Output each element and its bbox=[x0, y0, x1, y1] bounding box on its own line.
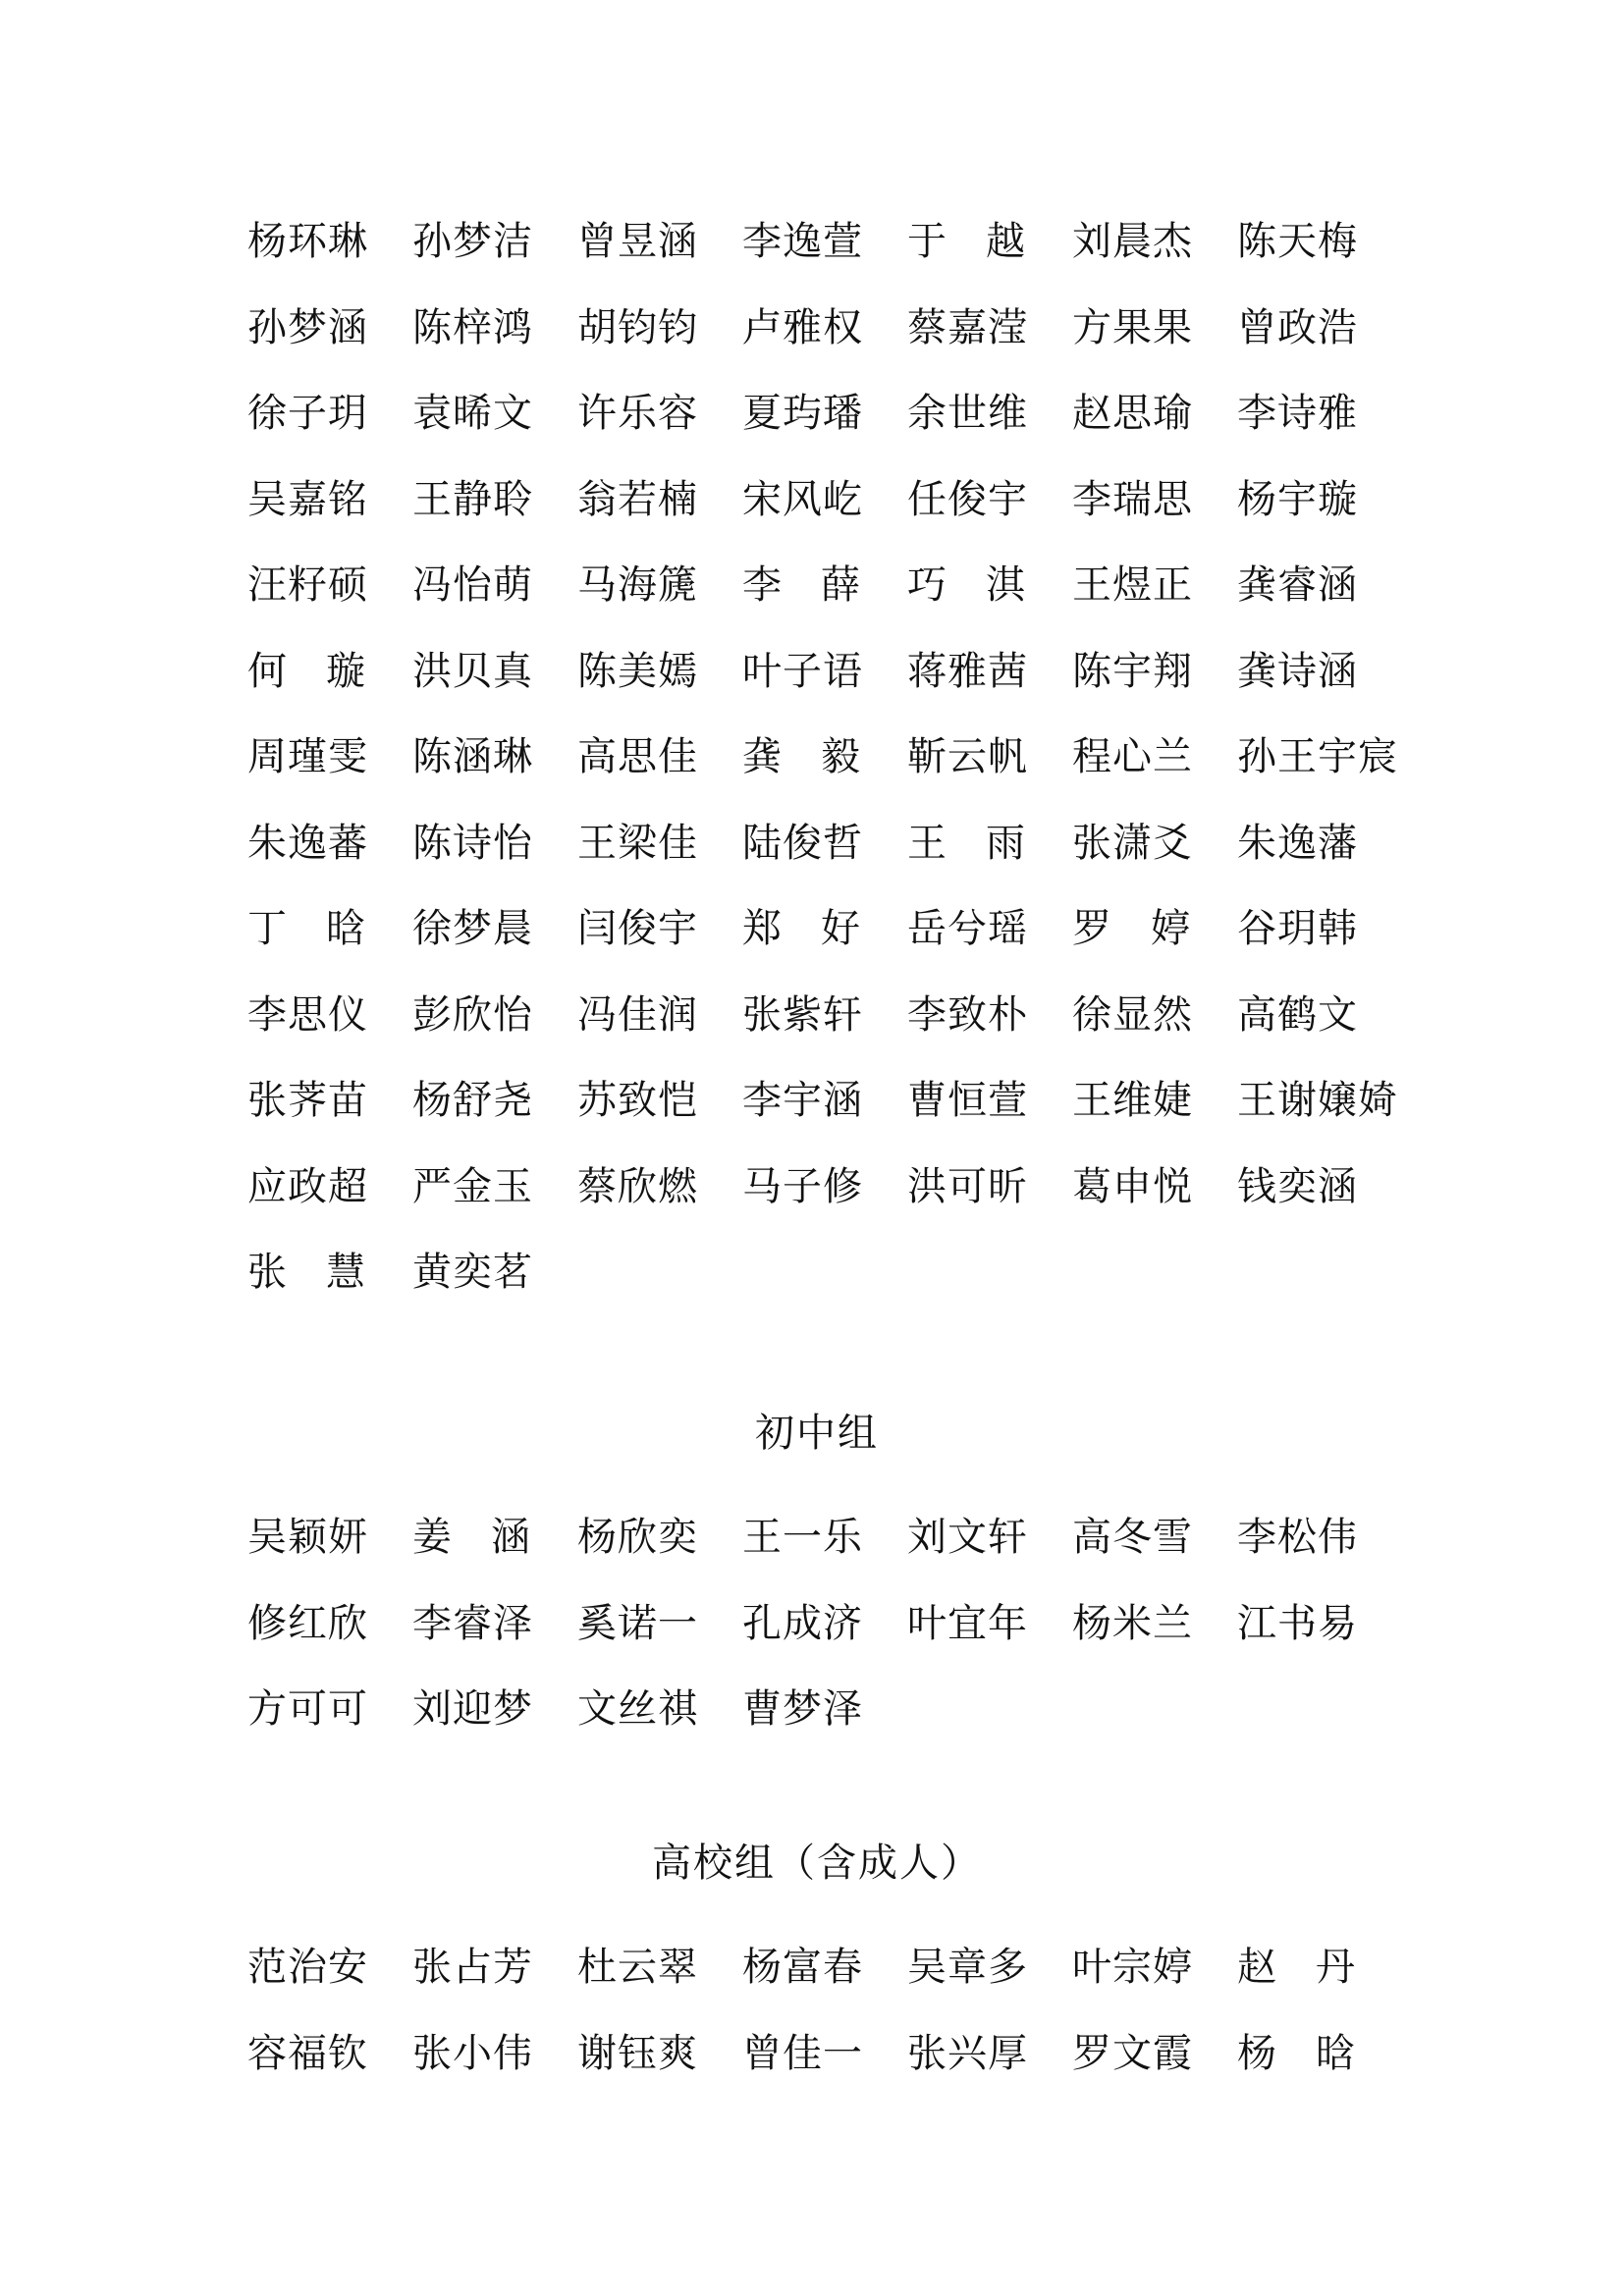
person-name: 郑 好 bbox=[742, 906, 860, 951]
person-name: 丁 晗 bbox=[247, 906, 365, 951]
person-name: 钱奕涵 bbox=[1237, 1163, 1358, 1209]
person-name: 陈天梅 bbox=[1237, 219, 1358, 264]
person-name: 陈诗怡 bbox=[412, 820, 533, 866]
person-name: 杨环琳 bbox=[247, 219, 368, 264]
person-name: 杨舒尧 bbox=[412, 1078, 533, 1123]
person-name: 谢钰爽 bbox=[577, 2030, 698, 2076]
person-name: 李思仪 bbox=[247, 991, 368, 1038]
person-name: 何 璇 bbox=[247, 648, 365, 694]
person-name: 李 薛 bbox=[742, 562, 860, 608]
person-name: 王维婕 bbox=[1072, 1078, 1193, 1123]
person-name: 汪籽硕 bbox=[247, 562, 368, 608]
person-name: 赵思瑜 bbox=[1072, 391, 1193, 436]
person-name: 陈梓鸿 bbox=[412, 304, 533, 350]
person-name: 曾佳一 bbox=[742, 2030, 863, 2076]
person-name: 曹恒萱 bbox=[907, 1078, 1028, 1123]
person-name: 王煜正 bbox=[1072, 562, 1193, 608]
person-name: 蔡欣燃 bbox=[577, 1163, 698, 1209]
person-name: 夏玙璠 bbox=[742, 391, 863, 436]
person-name: 龚 毅 bbox=[742, 734, 860, 779]
name-grid bbox=[247, 1938, 1402, 2109]
person-name: 曹梦泽 bbox=[742, 1686, 863, 1732]
person-name: 马子修 bbox=[742, 1163, 863, 1209]
person-name: 罗 婷 bbox=[1072, 906, 1190, 951]
person-name: 姜 涵 bbox=[412, 1515, 530, 1560]
person-name: 袁晞文 bbox=[412, 391, 533, 436]
person-name: 蔡嘉滢 bbox=[907, 304, 1028, 350]
person-name: 闫俊宇 bbox=[577, 906, 698, 951]
section-title: 高校组（含成人） bbox=[652, 1841, 982, 1886]
person-name: 张占芳 bbox=[412, 1945, 533, 1990]
person-name: 张兴厚 bbox=[907, 2030, 1028, 2076]
person-name: 朱逸藩 bbox=[1237, 820, 1358, 866]
person-name: 胡钧钧 bbox=[577, 304, 698, 350]
person-name: 冯怡萌 bbox=[412, 562, 533, 608]
person-name: 周瑾雯 bbox=[247, 734, 368, 779]
person-name: 方果果 bbox=[1072, 304, 1193, 350]
person-name: 赵 丹 bbox=[1237, 1945, 1355, 1990]
person-name: 修红欣 bbox=[247, 1600, 368, 1646]
person-name: 杨 晗 bbox=[1237, 2030, 1355, 2076]
person-name: 李松伟 bbox=[1237, 1515, 1358, 1560]
person-name: 张紫轩 bbox=[742, 991, 863, 1038]
name-grid bbox=[247, 1508, 1402, 1766]
person-name: 高冬雪 bbox=[1072, 1515, 1193, 1560]
person-name: 程心兰 bbox=[1072, 734, 1193, 779]
person-name: 奚诺一 bbox=[577, 1600, 698, 1646]
person-name: 高鹤文 bbox=[1237, 991, 1358, 1038]
section-title: 初中组 bbox=[755, 1411, 879, 1456]
person-name: 洪贝真 bbox=[412, 648, 533, 694]
person-name: 杨欣奕 bbox=[577, 1515, 698, 1560]
person-name: 叶宜年 bbox=[907, 1600, 1028, 1646]
person-name: 张荠苗 bbox=[247, 1078, 368, 1123]
person-name: 王谢嬢婍 bbox=[1237, 1078, 1398, 1123]
person-name: 方可可 bbox=[247, 1686, 368, 1732]
person-name: 张潇爻 bbox=[1072, 820, 1193, 866]
person-name: 刘晨杰 bbox=[1072, 219, 1193, 264]
person-name: 李宇涵 bbox=[742, 1078, 863, 1123]
person-name: 王梁佳 bbox=[577, 820, 698, 866]
person-name: 杨宇璇 bbox=[1237, 476, 1358, 522]
person-name: 李诗雅 bbox=[1237, 391, 1358, 436]
person-name: 李逸萱 bbox=[742, 219, 863, 264]
person-name: 吴嘉铭 bbox=[247, 476, 368, 522]
person-name: 陆俊哲 bbox=[742, 820, 863, 866]
person-name: 龚诗涵 bbox=[1237, 648, 1358, 694]
person-name: 杜云翠 bbox=[577, 1945, 698, 1990]
person-name: 徐显然 bbox=[1072, 991, 1193, 1038]
person-name: 王一乐 bbox=[742, 1515, 863, 1560]
person-name: 曾昱涵 bbox=[577, 219, 698, 264]
person-name: 范治安 bbox=[247, 1945, 368, 1990]
person-name: 杨米兰 bbox=[1072, 1600, 1193, 1646]
person-name: 孙梦涵 bbox=[247, 304, 368, 350]
person-name: 葛申悦 bbox=[1072, 1163, 1193, 1209]
person-name: 高思佳 bbox=[577, 734, 698, 779]
person-name: 叶子语 bbox=[742, 648, 863, 694]
person-name: 叶宗婷 bbox=[1072, 1945, 1193, 1990]
person-name: 刘文轩 bbox=[907, 1515, 1028, 1560]
person-name: 巧 淇 bbox=[907, 562, 1025, 608]
person-name: 吴章多 bbox=[907, 1945, 1028, 1990]
person-name: 陈涵琳 bbox=[412, 734, 533, 779]
person-name: 靳云帆 bbox=[907, 734, 1028, 779]
person-name: 张小伟 bbox=[412, 2030, 533, 2076]
person-name: 吴颖妍 bbox=[247, 1515, 368, 1560]
person-name: 王 雨 bbox=[907, 820, 1025, 866]
person-name: 于 越 bbox=[907, 219, 1025, 264]
person-name: 谷玥韩 bbox=[1237, 906, 1358, 951]
person-name: 张 慧 bbox=[247, 1250, 365, 1295]
person-name: 翁若楠 bbox=[577, 476, 698, 522]
person-name: 曾政浩 bbox=[1237, 304, 1358, 350]
person-name: 孙梦洁 bbox=[412, 219, 533, 264]
person-name: 徐梦晨 bbox=[412, 906, 533, 951]
person-name: 严金玉 bbox=[412, 1163, 533, 1209]
person-name: 应政超 bbox=[247, 1163, 368, 1209]
person-name: 余世维 bbox=[907, 391, 1028, 436]
person-name: 陈美嫣 bbox=[577, 648, 698, 694]
person-name: 黄奕茗 bbox=[412, 1250, 533, 1295]
person-name: 杨富春 bbox=[742, 1945, 863, 1990]
person-name: 龚睿涵 bbox=[1237, 562, 1358, 608]
person-name: 李瑞思 bbox=[1072, 476, 1193, 522]
name-grid bbox=[247, 212, 1402, 1329]
person-name: 李睿泽 bbox=[412, 1600, 533, 1646]
person-name: 李致朴 bbox=[907, 991, 1028, 1038]
person-name: 江书易 bbox=[1237, 1600, 1358, 1646]
person-name: 任俊宇 bbox=[907, 476, 1028, 522]
person-name: 许乐容 bbox=[577, 391, 698, 436]
person-name: 苏致恺 bbox=[577, 1078, 698, 1123]
person-name: 文丝祺 bbox=[577, 1686, 698, 1732]
person-name: 罗文霞 bbox=[1072, 2030, 1193, 2076]
person-name: 冯佳润 bbox=[577, 991, 698, 1038]
person-name: 徐子玥 bbox=[247, 391, 368, 436]
person-name: 卢雅权 bbox=[742, 304, 863, 350]
person-name: 马海篪 bbox=[577, 562, 698, 608]
person-name: 宋风屹 bbox=[742, 476, 863, 522]
person-name: 孙王宇宸 bbox=[1237, 734, 1398, 779]
person-name: 彭欣怡 bbox=[412, 991, 533, 1038]
person-name: 容福钦 bbox=[247, 2030, 368, 2076]
person-name: 洪可昕 bbox=[907, 1163, 1028, 1209]
person-name: 王静聆 bbox=[412, 476, 533, 522]
person-name: 蒋雅茜 bbox=[907, 648, 1028, 694]
person-name: 陈宇翔 bbox=[1072, 648, 1193, 694]
person-name: 朱逸蕃 bbox=[247, 820, 368, 866]
person-name: 岳兮瑶 bbox=[907, 906, 1028, 951]
person-name: 刘迎梦 bbox=[412, 1686, 533, 1732]
person-name: 孔成济 bbox=[742, 1600, 863, 1646]
